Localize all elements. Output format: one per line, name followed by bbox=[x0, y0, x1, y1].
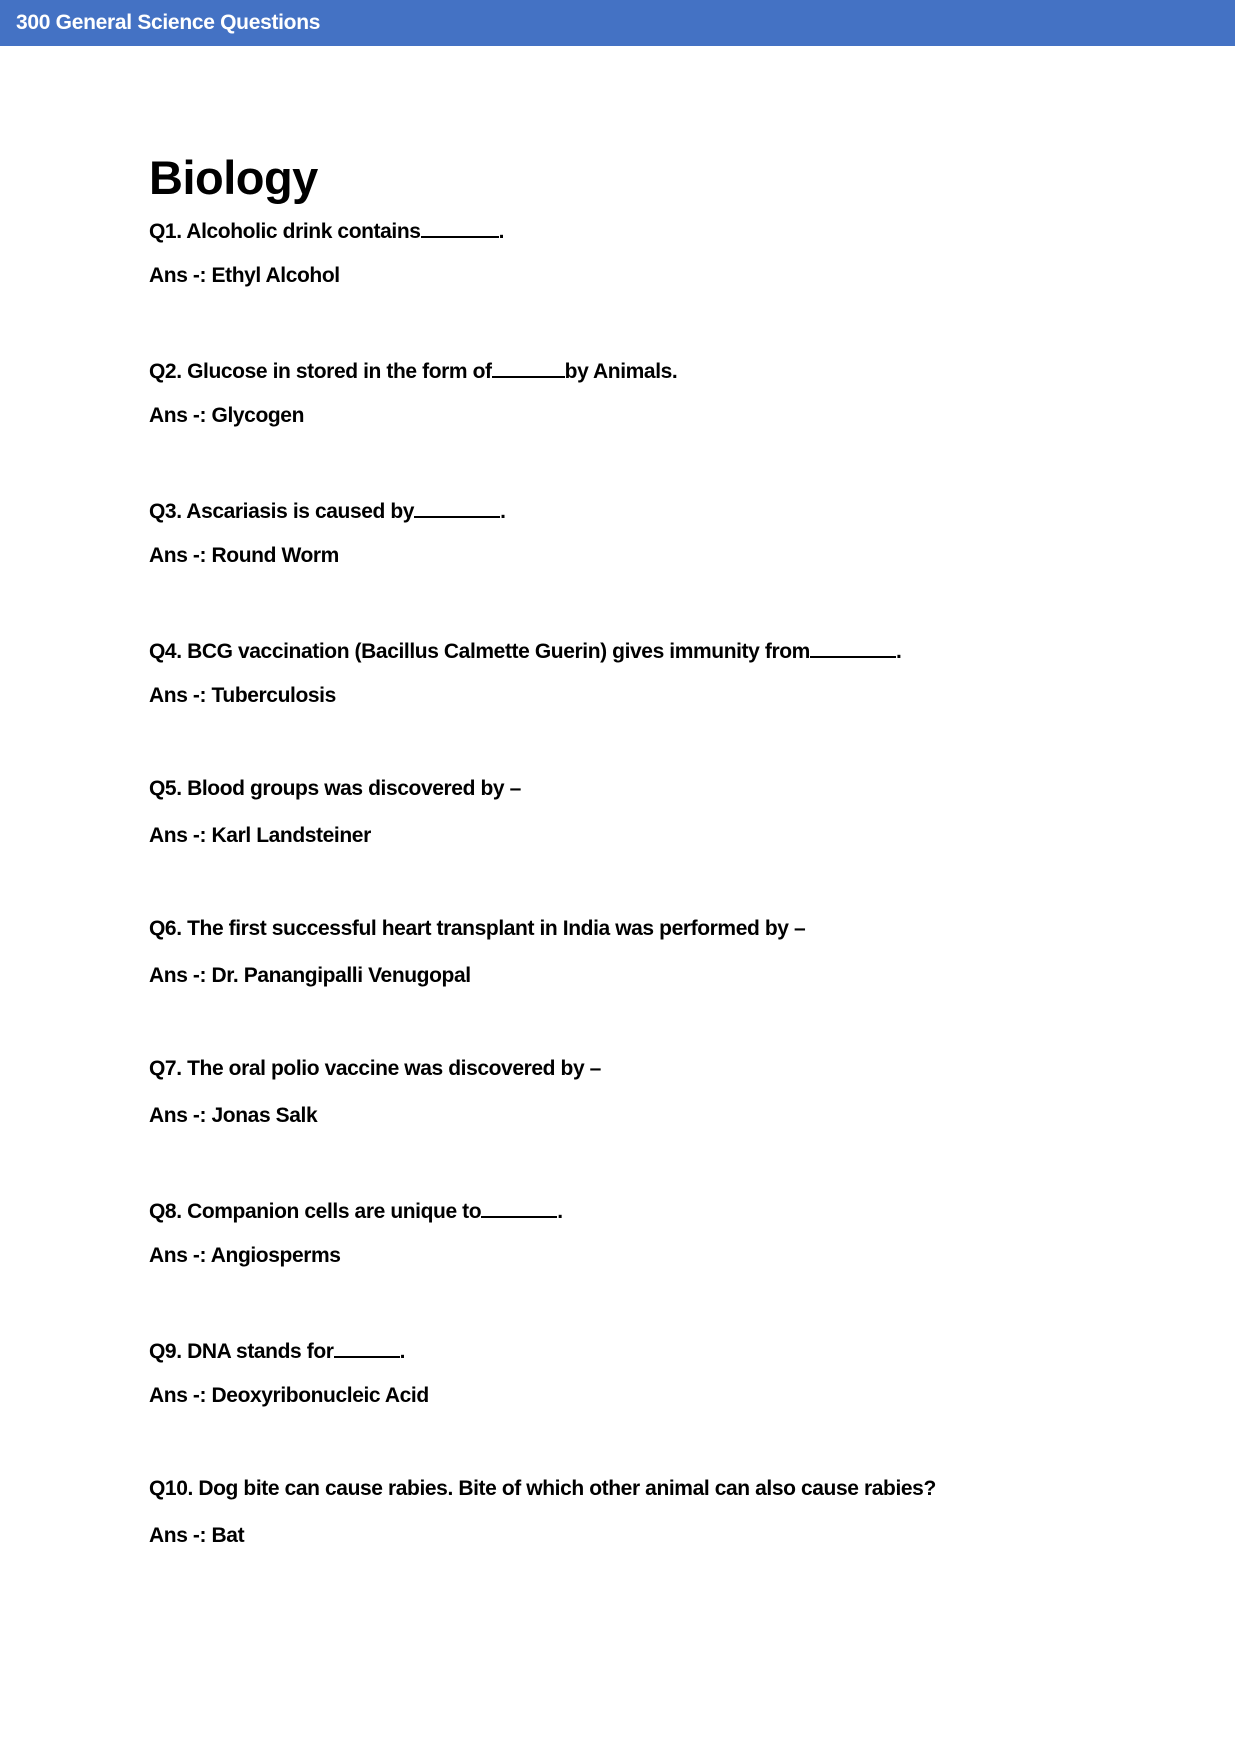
question-text bbox=[149, 916, 1149, 963]
question-label: Q4. BCG vaccination (Bacillus Calmette Guerin) gives immunity from bbox=[149, 640, 810, 663]
qa-item-1 bbox=[149, 216, 1149, 356]
answer-text: Ans -: Bat bbox=[149, 1524, 245, 1547]
question-suffix: . bbox=[498, 220, 505, 243]
answer-text: Ans -: Dr. Panangipalli Venugopal bbox=[149, 964, 471, 987]
question-text bbox=[149, 356, 1149, 403]
question-suffix: by Animals. bbox=[564, 360, 678, 383]
qa-item-4 bbox=[149, 636, 1149, 776]
qa-item-10 bbox=[149, 1476, 1149, 1616]
qa-item-9 bbox=[149, 1336, 1149, 1476]
answer-blank bbox=[492, 356, 565, 378]
question-label: Q8. Companion cells are unique to bbox=[149, 1200, 482, 1223]
section-title: Biology bbox=[149, 151, 318, 204]
question-text bbox=[149, 776, 1149, 823]
answer-blank bbox=[414, 496, 500, 518]
question-label: Q10. Dog bite can cause rabies. Bite of which other animal can also cause rabies? bbox=[149, 1477, 936, 1500]
qa-item-3 bbox=[149, 496, 1149, 636]
question-text bbox=[149, 496, 1149, 543]
question-text bbox=[149, 1196, 1149, 1243]
qa-item-8 bbox=[149, 1196, 1149, 1336]
answer-text: Ans -: Angiosperms bbox=[149, 1244, 341, 1267]
question-label: Q5. Blood groups was discovered by – bbox=[149, 777, 521, 800]
qa-item-7 bbox=[149, 1056, 1149, 1196]
question-text bbox=[149, 216, 1149, 263]
answer-text: Ans -: Karl Landsteiner bbox=[149, 824, 371, 847]
answer-text: Ans -: Deoxyribonucleic Acid bbox=[149, 1384, 429, 1407]
document-title: 300 General Science Questions bbox=[16, 11, 321, 34]
answer-text: Ans -: Ethyl Alcohol bbox=[149, 264, 340, 287]
document-body bbox=[149, 148, 1149, 1616]
question-label: Q3. Ascariasis is caused by bbox=[149, 500, 415, 523]
question-label: Q9. DNA stands for bbox=[149, 1340, 334, 1363]
question-text bbox=[149, 1336, 1149, 1383]
question-text bbox=[149, 1056, 1149, 1103]
question-text bbox=[149, 636, 1149, 683]
answer-blank bbox=[421, 216, 499, 238]
header-bar bbox=[0, 0, 1235, 46]
answer-text: Ans -: Glycogen bbox=[149, 404, 305, 427]
question-label: Q1. Alcoholic drink contains bbox=[149, 220, 421, 243]
answer-text: Ans -: Tuberculosis bbox=[149, 684, 336, 707]
question-suffix: . bbox=[500, 500, 506, 523]
question-label: Q2. Glucose in stored in the form of bbox=[149, 360, 492, 383]
question-suffix: . bbox=[895, 640, 902, 663]
answer-text: Ans -: Round Worm bbox=[149, 544, 339, 567]
qa-item-2 bbox=[149, 356, 1149, 496]
answer-blank bbox=[334, 1336, 400, 1358]
question-text bbox=[149, 1476, 1149, 1523]
question-suffix: . bbox=[557, 1200, 563, 1223]
answer-blank bbox=[810, 636, 896, 658]
question-label: Q7. The oral polio vaccine was discovered by – bbox=[149, 1057, 601, 1080]
question-suffix: . bbox=[399, 1340, 405, 1363]
answer-text: Ans -: Jonas Salk bbox=[149, 1104, 318, 1127]
answer-blank bbox=[481, 1196, 557, 1218]
question-label: Q6. The first successful heart transplant in India was performed by – bbox=[149, 917, 806, 940]
qa-item-5 bbox=[149, 776, 1149, 916]
qa-item-6 bbox=[149, 916, 1149, 1056]
